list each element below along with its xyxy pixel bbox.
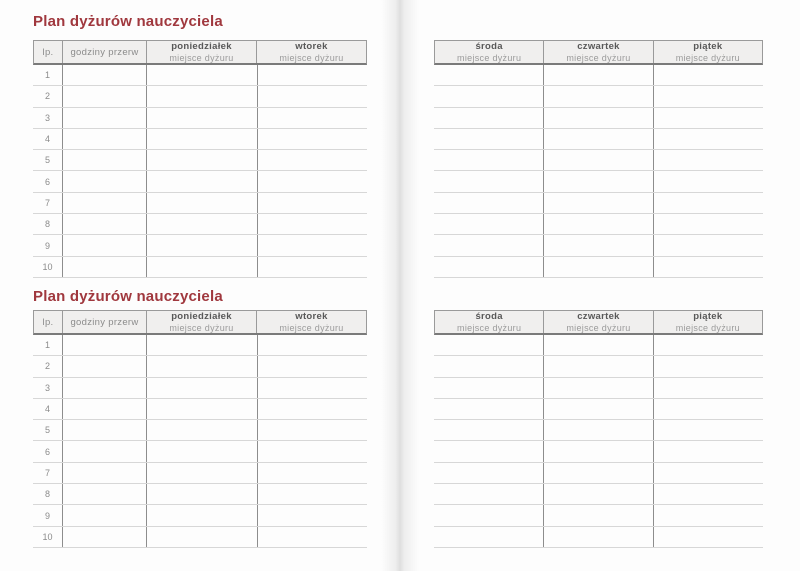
day-subtitle: miejsce dyżuru [566, 52, 631, 63]
duty-table-wed-fri [434, 40, 763, 278]
row-number-cell: 10 [33, 257, 63, 277]
row-number-cell: 7 [33, 193, 63, 213]
table-row [434, 484, 763, 505]
duty-place-cell [258, 257, 368, 277]
table-row [33, 463, 367, 484]
header-day-wednesday [435, 41, 544, 63]
table-row [434, 65, 763, 86]
table-row [434, 193, 763, 214]
table-row [33, 214, 367, 235]
table-row [33, 505, 367, 526]
table-row [434, 108, 763, 129]
duty-place-cell [147, 171, 258, 191]
table-row [33, 129, 367, 150]
duty-place-cell [147, 193, 258, 213]
duty-place-cell [544, 129, 654, 149]
table-row [33, 193, 367, 214]
duty-place-cell [258, 150, 368, 170]
row-number-cell: 7 [33, 463, 63, 483]
break-time-cell [63, 65, 147, 85]
duty-place-cell [434, 235, 544, 255]
day-name: środa [475, 310, 503, 322]
duty-place-cell [654, 356, 763, 376]
table-row [33, 399, 367, 420]
table-row [33, 86, 367, 107]
duty-place-cell [147, 335, 258, 355]
duty-place-cell [654, 463, 763, 483]
break-time-cell [63, 399, 147, 419]
duty-place-cell [544, 193, 654, 213]
duty-place-cell [434, 441, 544, 461]
duty-place-cell [258, 441, 368, 461]
duty-place-cell [147, 356, 258, 376]
day-subtitle: miejsce dyżuru [675, 322, 740, 333]
duty-table-mon-tue [33, 310, 367, 548]
row-number-cell: 3 [33, 378, 63, 398]
duty-place-cell [544, 505, 654, 525]
row-number-cell: 5 [33, 420, 63, 440]
page-title: Plan dyżurów nauczyciela [33, 13, 223, 30]
duty-place-cell [258, 235, 368, 255]
table-body [33, 65, 367, 278]
duty-place-cell [654, 441, 763, 461]
table-row [434, 86, 763, 107]
day-name: piątek [693, 310, 723, 322]
day-subtitle: miejsce dyżuru [279, 52, 344, 63]
duty-place-cell [258, 505, 368, 525]
row-number-cell: 5 [33, 150, 63, 170]
duty-place-cell [544, 463, 654, 483]
table-row [434, 235, 763, 256]
duty-place-cell [434, 463, 544, 483]
break-time-cell [63, 235, 147, 255]
day-name: piątek [693, 40, 723, 52]
page-fold-shadow [381, 0, 419, 571]
break-time-cell [63, 463, 147, 483]
table-row [434, 214, 763, 235]
duty-place-cell [258, 399, 368, 419]
header-lp: lp. [34, 41, 63, 63]
duty-place-cell [654, 65, 763, 85]
duty-place-cell [654, 171, 763, 191]
duty-place-cell [654, 108, 763, 128]
day-name: czwartek [577, 40, 620, 52]
duty-place-cell [434, 193, 544, 213]
duty-place-cell [258, 527, 368, 547]
row-number-cell: 9 [33, 505, 63, 525]
row-number-cell: 10 [33, 527, 63, 547]
duty-place-cell [654, 235, 763, 255]
duty-place-cell [434, 505, 544, 525]
duty-place-cell [147, 257, 258, 277]
break-time-cell [63, 193, 147, 213]
duty-place-cell [147, 505, 258, 525]
day-subtitle: miejsce dyżuru [169, 52, 234, 63]
break-time-cell [63, 335, 147, 355]
break-time-cell [63, 441, 147, 461]
table-body [33, 335, 367, 548]
table-row [434, 378, 763, 399]
duty-place-cell [258, 171, 368, 191]
duty-place-cell [434, 214, 544, 234]
duty-place-cell [258, 463, 368, 483]
duty-place-cell [147, 441, 258, 461]
header-break-times: godziny przerw [63, 41, 147, 63]
break-time-cell [63, 527, 147, 547]
duty-place-cell [654, 86, 763, 106]
header-break-times: godziny przerw [63, 311, 147, 333]
duty-place-cell [544, 527, 654, 547]
break-time-cell [63, 214, 147, 234]
break-time-cell [63, 108, 147, 128]
day-subtitle: miejsce dyżuru [457, 52, 522, 63]
duty-place-cell [147, 108, 258, 128]
duty-place-cell [434, 108, 544, 128]
duty-place-cell [258, 214, 368, 234]
table-header [33, 310, 367, 335]
duty-place-cell [654, 378, 763, 398]
table-row [434, 171, 763, 192]
day-name: poniedziałek [171, 40, 232, 52]
page-title: Plan dyżurów nauczyciela [33, 288, 223, 305]
duty-place-cell [544, 399, 654, 419]
table-row [33, 335, 367, 356]
duty-place-cell [147, 527, 258, 547]
day-name: czwartek [577, 310, 620, 322]
duty-place-cell [147, 86, 258, 106]
break-time-cell [63, 150, 147, 170]
row-number-cell: 2 [33, 86, 63, 106]
table-row [434, 399, 763, 420]
day-subtitle: miejsce dyżuru [675, 52, 740, 63]
table-row [33, 420, 367, 441]
table-row [33, 484, 367, 505]
duty-place-cell [258, 484, 368, 504]
duty-place-cell [544, 214, 654, 234]
table-body [434, 65, 763, 278]
duty-place-cell [434, 65, 544, 85]
table-row [33, 108, 367, 129]
duty-place-cell [258, 335, 368, 355]
row-number-cell: 1 [33, 65, 63, 85]
table-row [434, 257, 763, 278]
table-row [33, 527, 367, 548]
duty-place-cell [434, 335, 544, 355]
duty-place-cell [544, 235, 654, 255]
duty-place-cell [654, 193, 763, 213]
duty-place-cell [654, 527, 763, 547]
break-time-cell [63, 129, 147, 149]
duty-place-cell [544, 420, 654, 440]
duty-place-cell [434, 129, 544, 149]
duty-place-cell [434, 399, 544, 419]
header-day-thursday [544, 41, 653, 63]
duty-place-cell [147, 65, 258, 85]
break-time-cell [63, 505, 147, 525]
day-name: środa [475, 40, 503, 52]
day-name: wtorek [295, 310, 328, 322]
day-name: wtorek [295, 40, 328, 52]
duty-place-cell [258, 129, 368, 149]
day-subtitle: miejsce dyżuru [169, 322, 234, 333]
duty-table-wed-fri [434, 310, 763, 548]
table-header [33, 40, 367, 65]
row-number-cell: 1 [33, 335, 63, 355]
duty-place-cell [434, 86, 544, 106]
duty-place-cell [654, 505, 763, 525]
duty-place-cell [654, 335, 763, 355]
break-time-cell [63, 356, 147, 376]
duty-place-cell [544, 150, 654, 170]
table-row [434, 463, 763, 484]
duty-place-cell [544, 484, 654, 504]
header-day-wednesday [435, 311, 544, 333]
duty-place-cell [147, 235, 258, 255]
day-subtitle: miejsce dyżuru [279, 322, 344, 333]
row-number-cell: 6 [33, 441, 63, 461]
duty-place-cell [258, 193, 368, 213]
row-number-cell: 8 [33, 214, 63, 234]
header-day-monday [147, 41, 257, 63]
header-day-friday [654, 41, 762, 63]
row-number-cell: 4 [33, 129, 63, 149]
table-row [33, 257, 367, 278]
table-row [434, 150, 763, 171]
duty-place-cell [258, 378, 368, 398]
duty-place-cell [434, 257, 544, 277]
break-time-cell [63, 86, 147, 106]
day-subtitle: miejsce dyżuru [566, 322, 631, 333]
day-subtitle: miejsce dyżuru [457, 322, 522, 333]
table-row [33, 441, 367, 462]
duty-place-cell [434, 420, 544, 440]
table-row [434, 420, 763, 441]
break-time-cell [63, 420, 147, 440]
duty-place-cell [544, 335, 654, 355]
duty-place-cell [434, 171, 544, 191]
row-number-cell: 2 [33, 356, 63, 376]
table-row [434, 441, 763, 462]
table-row [33, 150, 367, 171]
table-row [434, 129, 763, 150]
duty-place-cell [147, 420, 258, 440]
duty-place-cell [258, 420, 368, 440]
duty-place-cell [544, 378, 654, 398]
header-day-monday [147, 311, 257, 333]
break-time-cell [63, 484, 147, 504]
duty-place-cell [147, 399, 258, 419]
duty-place-cell [654, 214, 763, 234]
table-body [434, 335, 763, 548]
duty-place-cell [147, 214, 258, 234]
duty-place-cell [654, 399, 763, 419]
header-day-thursday [544, 311, 653, 333]
duty-place-cell [654, 420, 763, 440]
duty-place-cell [544, 171, 654, 191]
duty-place-cell [544, 356, 654, 376]
table-row [33, 171, 367, 192]
table-row [434, 505, 763, 526]
duty-place-cell [544, 441, 654, 461]
duty-place-cell [258, 108, 368, 128]
table-row [434, 356, 763, 377]
duty-place-cell [544, 86, 654, 106]
duty-place-cell [654, 257, 763, 277]
row-number-cell: 6 [33, 171, 63, 191]
row-number-cell: 3 [33, 108, 63, 128]
row-number-cell: 4 [33, 399, 63, 419]
break-time-cell [63, 257, 147, 277]
duty-place-cell [434, 150, 544, 170]
duty-place-cell [258, 356, 368, 376]
table-row [434, 527, 763, 548]
row-number-cell: 9 [33, 235, 63, 255]
duty-place-cell [544, 65, 654, 85]
table-row [33, 378, 367, 399]
header-day-tuesday [257, 311, 366, 333]
duty-place-cell [434, 378, 544, 398]
table-row [33, 356, 367, 377]
duty-place-cell [147, 150, 258, 170]
break-time-cell [63, 378, 147, 398]
duty-place-cell [434, 484, 544, 504]
table-row [434, 335, 763, 356]
duty-place-cell [147, 129, 258, 149]
header-day-tuesday [257, 41, 366, 63]
day-name: poniedziałek [171, 310, 232, 322]
duty-place-cell [544, 257, 654, 277]
duty-place-cell [654, 150, 763, 170]
duty-place-cell [258, 86, 368, 106]
table-row [33, 235, 367, 256]
duty-place-cell [654, 484, 763, 504]
duty-place-cell [544, 108, 654, 128]
duty-table-mon-tue [33, 40, 367, 278]
break-time-cell [63, 171, 147, 191]
duty-place-cell [258, 65, 368, 85]
table-row [33, 65, 367, 86]
duty-place-cell [147, 463, 258, 483]
duty-place-cell [434, 356, 544, 376]
row-number-cell: 8 [33, 484, 63, 504]
header-day-friday [654, 311, 762, 333]
duty-place-cell [434, 527, 544, 547]
duty-place-cell [654, 129, 763, 149]
duty-place-cell [147, 378, 258, 398]
table-header [434, 40, 763, 65]
duty-place-cell [147, 484, 258, 504]
table-header [434, 310, 763, 335]
header-lp: lp. [34, 311, 63, 333]
